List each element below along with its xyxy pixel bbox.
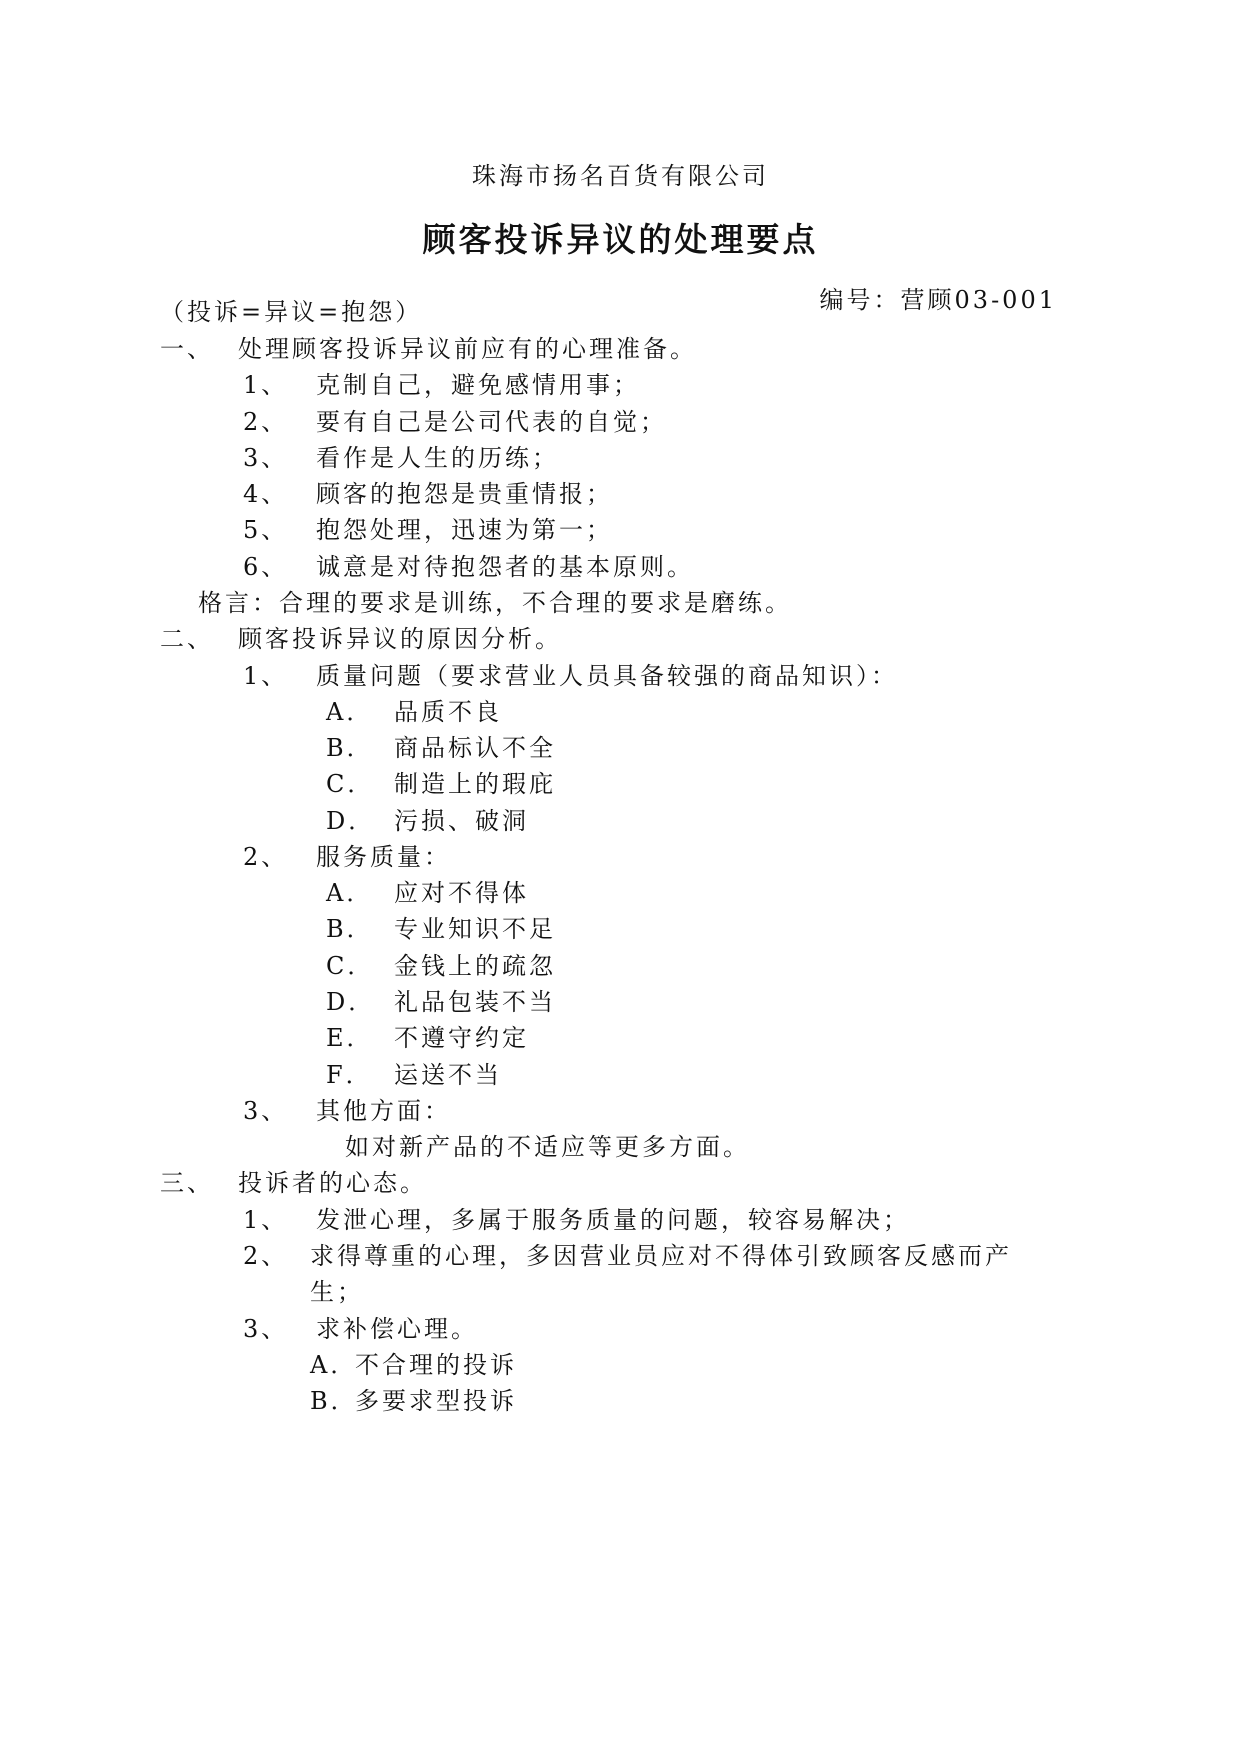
sub-item-letter: F．: [326, 1061, 373, 1089]
sub-item-text: 商品标认不全: [394, 734, 556, 762]
sub-item-text: 品质不良: [394, 698, 502, 726]
sub-item-letter: D．: [326, 988, 376, 1016]
sub-item-text: 多要求型投诉: [355, 1387, 517, 1415]
sub-item-letter: A．: [310, 1351, 358, 1379]
section-heading: 顾客投诉异议的原因分析。: [238, 625, 562, 653]
motto-line: 格言：合理的要求是训练，不合理的要求是磨练。: [198, 589, 792, 617]
item-text: 要有自己是公司代表的自觉；: [316, 408, 667, 436]
sub-item-text: 污损、破洞: [394, 807, 529, 835]
sub-item-text: 专业知识不足: [394, 915, 556, 943]
item-number: 1、: [243, 371, 289, 399]
item-number: 2、: [243, 843, 289, 871]
item-text: 诚意是对待抱怨者的基本原则。: [316, 553, 694, 581]
document-number: 编号：营顾03-001: [819, 286, 1057, 314]
item-number: 5、: [243, 516, 289, 544]
item-number: 1、: [243, 1206, 289, 1234]
note-line: （投诉=异议=抱怨）: [160, 298, 423, 326]
item-text: 发泄心理，多属于服务质量的问题，较容易解决；: [316, 1206, 910, 1234]
section-heading: 投诉者的心态。: [238, 1169, 427, 1197]
sub-item-letter: A．: [326, 698, 374, 726]
sub-item-letter: E．: [326, 1024, 374, 1052]
item-text-continuation: 生；: [310, 1278, 364, 1306]
item-text: 服务质量：: [316, 843, 451, 871]
sub-item-letter: B．: [310, 1387, 358, 1415]
item-number: 1、: [243, 662, 289, 690]
item-text: 求得尊重的心理，多因营业员应对不得体引致顾客反感而产: [310, 1242, 1012, 1270]
item-number: 3、: [243, 444, 289, 472]
sub-item-text: 不合理的投诉: [355, 1351, 517, 1379]
section-heading: 处理顾客投诉异议前应有的心理准备。: [238, 335, 697, 363]
sub-item-letter: D．: [326, 807, 376, 835]
section-number: 一、: [160, 335, 214, 363]
item-text: 求补偿心理。: [316, 1315, 478, 1343]
item-text: 顾客的抱怨是贵重情报；: [316, 480, 613, 508]
item-detail: 如对新产品的不适应等更多方面。: [345, 1133, 750, 1161]
item-number: 6、: [243, 553, 289, 581]
section-number: 二、: [160, 625, 214, 653]
item-text: 质量问题（要求营业人员具备较强的商品知识）：: [316, 662, 898, 690]
sub-item-text: 运送不当: [394, 1061, 502, 1089]
item-number: 3、: [243, 1315, 289, 1343]
item-text: 其他方面：: [316, 1097, 451, 1125]
item-text: 克制自己，避免感情用事；: [316, 371, 640, 399]
sub-item-text: 应对不得体: [394, 879, 529, 907]
sub-item-letter: B．: [326, 915, 374, 943]
sub-item-letter: C．: [326, 952, 375, 980]
sub-item-text: 金钱上的疏忽: [394, 952, 556, 980]
sub-item-letter: A．: [326, 879, 374, 907]
sub-item-text: 不遵守约定: [394, 1024, 529, 1052]
section-number: 三、: [160, 1169, 214, 1197]
item-number: 3、: [243, 1097, 289, 1125]
sub-item-letter: C．: [326, 770, 375, 798]
item-number: 2、: [243, 1242, 289, 1270]
sub-item-text: 礼品包装不当: [394, 988, 556, 1016]
sub-item-letter: B．: [326, 734, 374, 762]
item-text: 看作是人生的历练；: [316, 444, 559, 472]
item-text: 抱怨处理，迅速为第一；: [316, 516, 613, 544]
sub-item-text: 制造上的瑕庇: [394, 770, 556, 798]
document-title: 顾客投诉异议的处理要点: [422, 220, 819, 259]
item-number: 2、: [243, 408, 289, 436]
item-number: 4、: [243, 480, 289, 508]
company-name: 珠海市扬名百货有限公司: [472, 162, 769, 190]
